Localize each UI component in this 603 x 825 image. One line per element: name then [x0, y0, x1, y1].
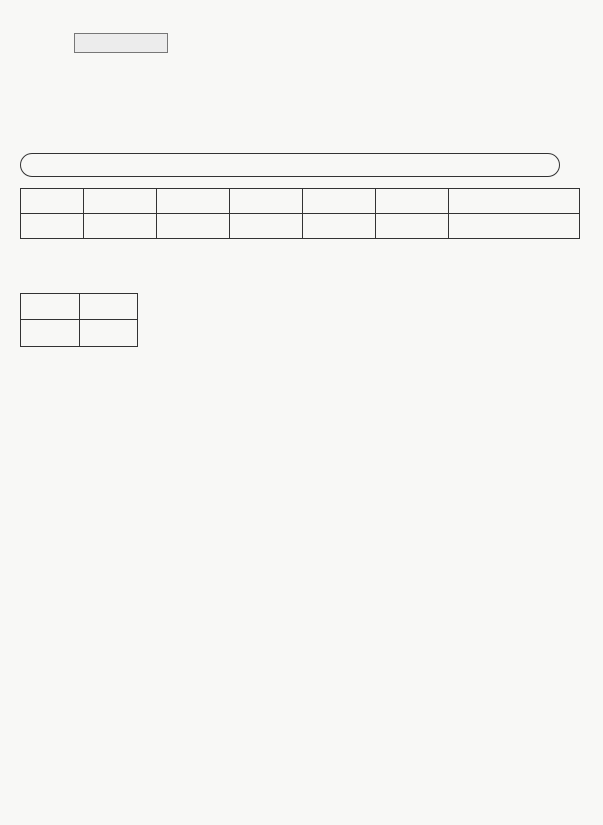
score-table-cell [376, 189, 449, 214]
score-table-cell [84, 189, 157, 214]
score-entry-cell[interactable] [303, 214, 376, 239]
score-table [20, 188, 580, 239]
score-table-score-row [21, 214, 580, 239]
score-table-cell [303, 189, 376, 214]
score-table-header-row [21, 189, 580, 214]
grader-score-label [21, 294, 80, 320]
score-entry-cell[interactable] [84, 214, 157, 239]
grader-reviewer-cell[interactable] [79, 320, 138, 347]
exam-notice [20, 153, 560, 177]
score-table-cell [449, 189, 580, 214]
score-table-cell [230, 189, 303, 214]
score-entry-cell[interactable] [230, 214, 303, 239]
score-entry-cell[interactable] [157, 214, 230, 239]
score-table-cell [21, 214, 84, 239]
confidential-label [74, 33, 168, 53]
signature-cell[interactable] [449, 214, 580, 239]
score-table-cell [21, 189, 84, 214]
score-table-cell [157, 189, 230, 214]
score-entry-cell[interactable] [376, 214, 449, 239]
grader-table [20, 293, 138, 347]
grader-score-cell[interactable] [21, 320, 80, 347]
grader-reviewer-label [79, 294, 138, 320]
